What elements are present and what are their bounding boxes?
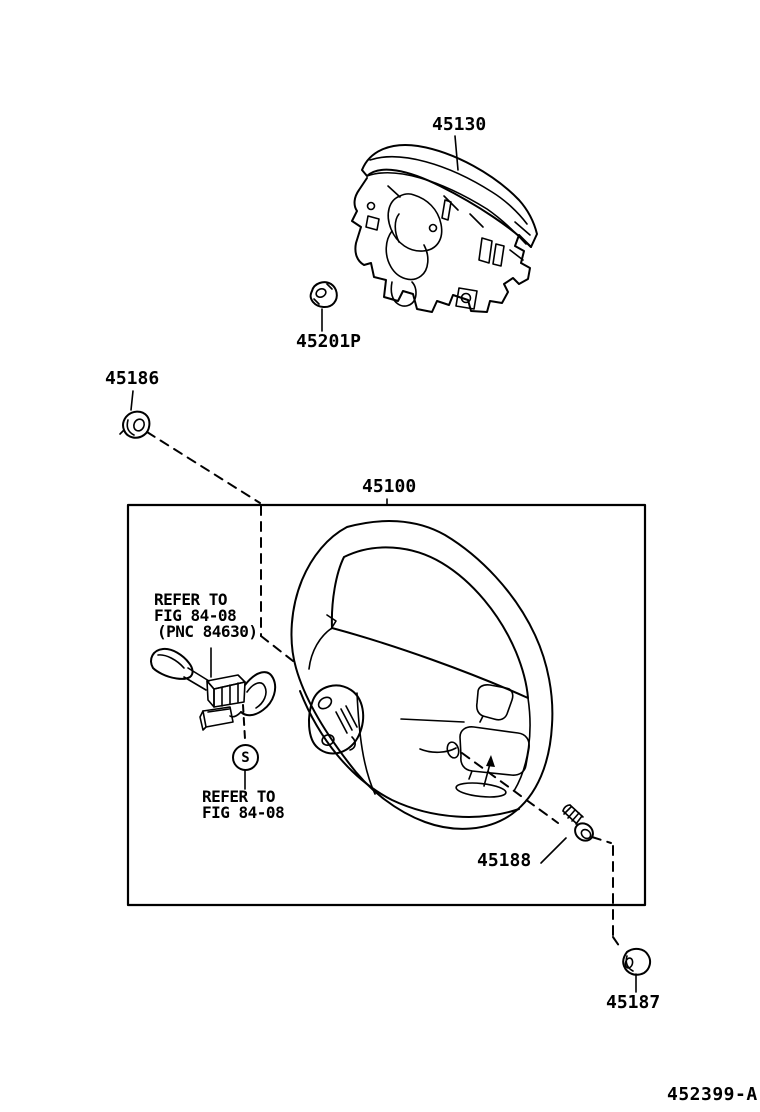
- cap-lower-drawing: [623, 949, 650, 992]
- switch-ref-note-line1: REFER TO: [154, 590, 228, 609]
- drawing-number: 452399-A: [667, 1084, 758, 1105]
- switch-lever-drawing: [151, 648, 275, 789]
- standard-part-symbol: S: [232, 744, 259, 771]
- part-label-45100: 45100: [362, 476, 417, 497]
- steering-wheel-drawing: [291, 521, 552, 829]
- cap-upper-drawing: [120, 391, 149, 438]
- standard-part-note-line1: REFER TO: [202, 787, 276, 806]
- screw-drawing: [541, 805, 596, 863]
- wheel-frame-box: [128, 499, 645, 905]
- part-label-45187: 45187: [606, 992, 661, 1013]
- screw-hole-arrowhead: [486, 755, 495, 767]
- steering-pad-drawing: [352, 136, 537, 312]
- part-label-45201P: 45201P: [296, 331, 362, 352]
- nut-drawing: [311, 282, 337, 331]
- switch-ref-note-line3: (PNC 84630): [157, 622, 258, 641]
- part-label-45186: 45186: [105, 368, 160, 389]
- standard-part-note-line2: FIG 84-08: [202, 803, 285, 822]
- part-label-45130: 45130: [432, 114, 487, 135]
- switch-ref-note-line2: FIG 84-08: [154, 606, 237, 625]
- part-label-45188: 45188: [477, 850, 532, 871]
